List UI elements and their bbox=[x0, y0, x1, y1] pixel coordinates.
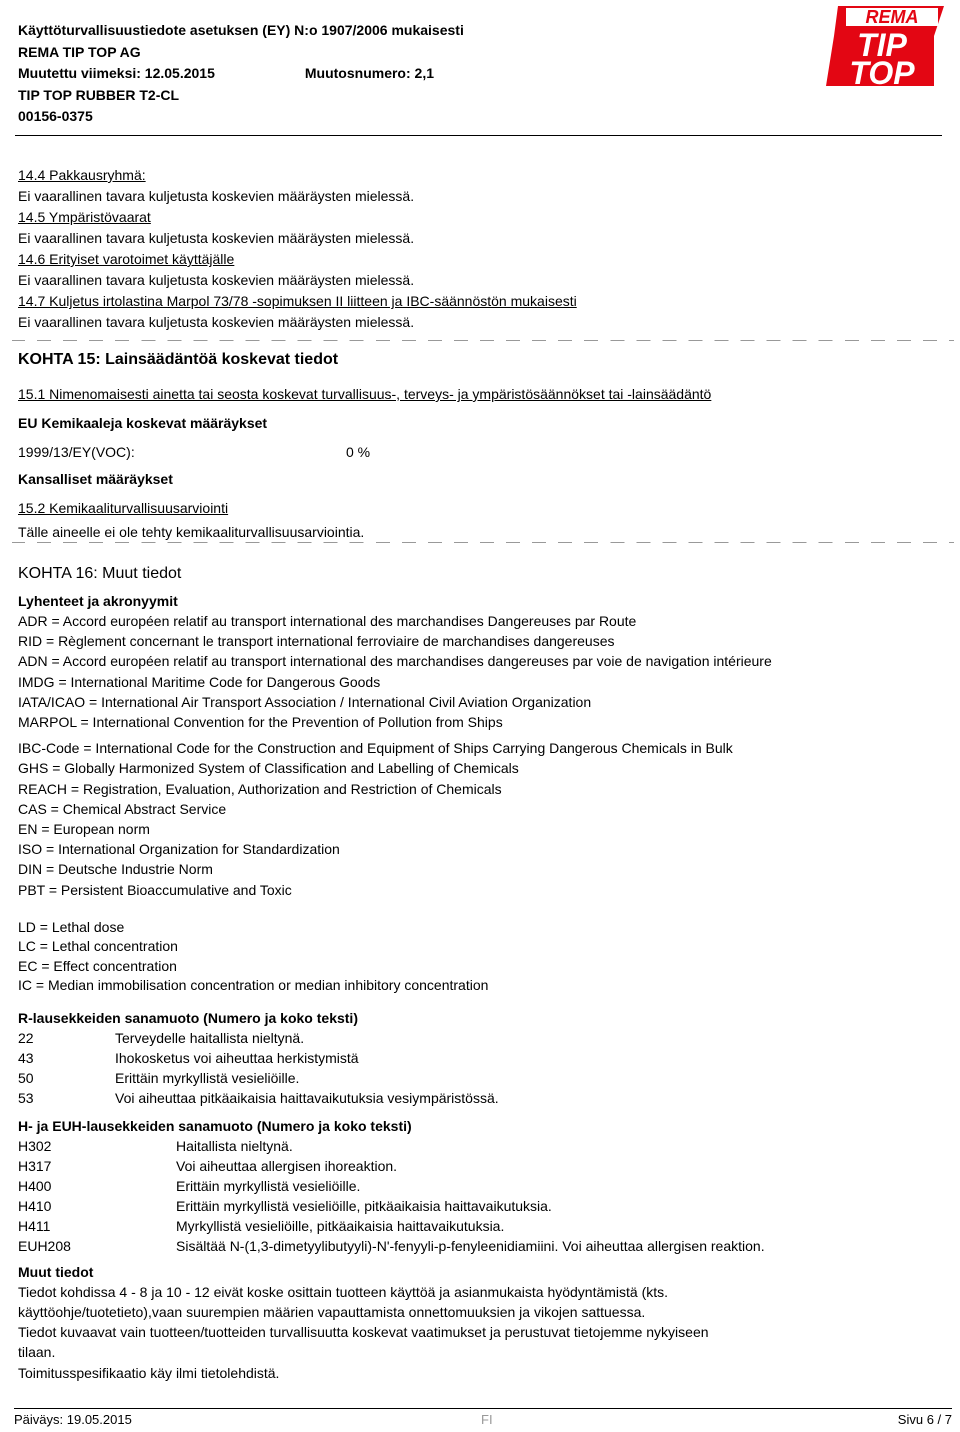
phrase-text: Erittäin myrkyllistä vesieliöille. bbox=[115, 1069, 300, 1086]
text-15-2: Tälle aineelle ei ole tehty kemikaaliturvallisuusarviointia. bbox=[18, 524, 365, 540]
logo-text-rema: REMA bbox=[865, 7, 919, 27]
phrase-text: Sisältää N-(1,3-dimetyylibutyyli)-N'-fenyyli-p-fenyleenidiamiini. Voi aiheuttaa allergisen reaktion. bbox=[176, 1237, 765, 1254]
page-content bbox=[18, 165, 948, 1383]
phrase-code: H317 bbox=[18, 1157, 52, 1174]
phrase-text: Erittäin myrkyllistä vesieliöille. bbox=[176, 1177, 361, 1194]
abbreviation-item: LD = Lethal dose bbox=[18, 918, 125, 935]
r-phrases-list bbox=[18, 1028, 948, 1108]
heading-15-2: 15.2 Kemikaaliturvallisuusarviointi bbox=[18, 500, 229, 516]
section-divider bbox=[12, 542, 954, 543]
phrase-row bbox=[18, 1136, 948, 1156]
abbreviation-item: IMDG = International Maritime Code for Dangerous Goods bbox=[18, 673, 381, 690]
phrase-code: H411 bbox=[18, 1217, 51, 1234]
phrase-text: Terveydelle haitallista nieltynä. bbox=[115, 1029, 305, 1046]
logo-text-top: TOP bbox=[849, 55, 915, 88]
abbreviation-item: ADR = Accord européen relatif au transport international des marchandises Dangereuses par Route bbox=[18, 613, 637, 629]
text-14-5: Ei vaarallinen tavara kuljetusta koskevien määräysten mielessä. bbox=[18, 230, 415, 246]
phrase-code: 50 bbox=[18, 1069, 34, 1086]
footer-language: FI bbox=[481, 1412, 493, 1427]
heading-14-6: 14.6 Erityiset varotoimet käyttäjälle bbox=[18, 251, 235, 267]
phrase-text: Ihokosketus voi aiheuttaa herkistymistä bbox=[115, 1049, 359, 1066]
abbreviation-item: REACH = Registration, Evaluation, Authorization and Restriction of Chemicals bbox=[18, 780, 502, 797]
text-14-7: Ei vaarallinen tavara kuljetusta koskevien määräysten mielessä. bbox=[18, 314, 415, 330]
phrase-row bbox=[18, 1068, 948, 1088]
phrase-code: 22 bbox=[18, 1029, 34, 1046]
other-info-text bbox=[18, 1282, 948, 1383]
abbreviation-item: PBT = Persistent Bioaccumulative and Toxic bbox=[18, 881, 292, 898]
h-phrases-title: H- ja EUH-lausekkeiden sanamuoto (Numero ja koko teksti) bbox=[18, 1117, 412, 1134]
eu-regulations-label: EU Kemikaaleja koskevat määräykset bbox=[18, 415, 268, 431]
phrase-text: Myrkyllistä vesieliöille, pitkäaikaisia haittavaikutuksia. bbox=[176, 1217, 505, 1234]
phrase-row bbox=[18, 1176, 948, 1196]
header-company: REMA TIP TOP AG bbox=[18, 43, 141, 60]
other-info-line: Toimitusspesifikaatio käy ilmi tietolehdistä. bbox=[18, 1364, 280, 1381]
footer-date: Päiväys: 19.05.2015 bbox=[14, 1412, 132, 1427]
other-info-title: Muut tiedot bbox=[18, 1263, 94, 1280]
abbreviation-item: IATA/ICAO = International Air Transport Association / International Civil Aviation Organization bbox=[18, 693, 592, 710]
footer-divider bbox=[14, 1408, 952, 1409]
voc-label: 1999/13/EY(VOC): bbox=[18, 444, 135, 460]
other-info-line: tilaan. bbox=[18, 1344, 56, 1361]
r-phrases-title: R-lausekkeiden sanamuoto (Numero ja koko teksti) bbox=[18, 1009, 358, 1026]
other-info-line: käyttöohje/tuotetieto),vaan suurempien määrien vapauttamista onnettomuuksien ja vikojen sattuessa. bbox=[18, 1304, 646, 1321]
logo-text-tip: TIP bbox=[857, 27, 907, 63]
phrase-row bbox=[18, 1088, 948, 1108]
phrase-text: Voi aiheuttaa pitkäaikaisia haittavaikutuksia vesiympäristössä. bbox=[115, 1089, 499, 1106]
abbreviations-title: Lyhenteet ja akronyymit bbox=[18, 593, 178, 609]
header-product: TIP TOP RUBBER T2-CL bbox=[18, 86, 180, 103]
abbreviation-item: LC = Lethal concentration bbox=[18, 938, 178, 955]
h-phrases-list bbox=[18, 1136, 948, 1256]
text-14-4: Ei vaarallinen tavara kuljetusta koskevien määräysten mielessä. bbox=[18, 188, 415, 204]
heading-15-1: 15.1 Nimenomaisesti ainetta tai seosta koskevat turvallisuus-, terveys- ja ympäristösäännökset tai -lainsäädäntö bbox=[18, 386, 712, 402]
abbreviations-list-2 bbox=[18, 738, 948, 900]
text-14-6: Ei vaarallinen tavara kuljetusta koskevien määräysten mielessä. bbox=[18, 272, 415, 288]
phrase-text: Erittäin myrkyllistä vesieliöille, pitkäaikaisia haittavaikutuksia. bbox=[176, 1197, 552, 1214]
voc-row bbox=[18, 442, 948, 462]
abbreviation-item: RID = Règlement concernant le transport international ferroviaire de marchandises dangereuses bbox=[18, 633, 615, 650]
abbreviation-item: DIN = Deutsche Industrie Norm bbox=[18, 861, 213, 878]
section-15-title: KOHTA 15: Lainsäädäntöä koskevat tiedot bbox=[18, 351, 339, 368]
phrase-row bbox=[18, 1156, 948, 1176]
phrase-row bbox=[18, 1028, 948, 1048]
abbreviation-item: IBC-Code = International Code for the Construction and Equipment of Ships Carrying Dangerous Chemicals in Bulk bbox=[18, 740, 733, 757]
section-14 bbox=[18, 165, 948, 333]
heading-14-7: 14.7 Kuljetus irtolastina Marpol 73/78 -sopimuksen II liitteen ja IBC-säännöstön mukaisesti bbox=[18, 293, 577, 309]
phrase-code: H302 bbox=[18, 1137, 52, 1154]
phrase-text: Voi aiheuttaa allergisen ihoreaktion. bbox=[176, 1157, 398, 1174]
abbreviations-list-1 bbox=[18, 611, 948, 732]
header-divider bbox=[15, 135, 942, 136]
abbreviation-item: ISO = International Organization for Standardization bbox=[18, 841, 340, 858]
section-16-title: KOHTA 16: Muut tiedot bbox=[18, 565, 182, 582]
header-title: Käyttöturvallisuustiedote asetuksen (EY) N:o 1907/2006 mukaisesti bbox=[18, 22, 464, 38]
voc-value: 0 % bbox=[346, 444, 371, 460]
phrase-code: 43 bbox=[18, 1049, 34, 1066]
phrase-row bbox=[18, 1196, 948, 1216]
abbreviation-item: ADN = Accord européen relatif au transport international des marchandises dangereuses par voie de navigation intérieure bbox=[18, 653, 772, 670]
header-revision-row bbox=[18, 63, 464, 85]
abbreviation-item: EN = European norm bbox=[18, 821, 150, 838]
section-divider bbox=[12, 340, 954, 341]
phrase-code: H410 bbox=[18, 1197, 52, 1214]
rema-tip-top-logo bbox=[816, 2, 946, 88]
other-info-line: Tiedot kohdissa 4 - 8 ja 10 - 12 eivät koske osittain tuotteen käyttöä ja asianmukaista hyödyntämistä (kts. bbox=[18, 1283, 669, 1300]
heading-14-5: 14.5 Ympäristövaarat bbox=[18, 209, 151, 225]
footer-page-number: Sivu 6 / 7 bbox=[897, 1412, 952, 1427]
abbreviation-item: MARPOL = International Convention for the Prevention of Pollution from Ships bbox=[18, 714, 503, 731]
heading-14-4: 14.4 Pakkausryhmä: bbox=[18, 167, 146, 183]
phrase-code: 53 bbox=[18, 1089, 34, 1106]
abbreviation-item: IC = Median immobilisation concentration or median inhibitory concentration bbox=[18, 977, 489, 994]
phrase-row bbox=[18, 1048, 948, 1068]
abbreviation-item: EC = Effect concentration bbox=[18, 957, 177, 974]
document-header bbox=[18, 20, 464, 128]
abbreviation-item: CAS = Chemical Abstract Service bbox=[18, 800, 227, 817]
header-modified: Muutettu viimeksi: 12.05.2015 bbox=[18, 65, 215, 81]
abbreviation-item: GHS = Globally Harmonized System of Classification and Labelling of Chemicals bbox=[18, 760, 519, 777]
phrase-row bbox=[18, 1216, 948, 1236]
phrase-row bbox=[18, 1236, 948, 1256]
other-info-line: Tiedot kuvaavat vain tuotteen/tuotteiden turvallisuutta koskevat vaatimukset ja perustuvat tietojemme nykyiseen bbox=[18, 1324, 709, 1341]
phrase-code: H400 bbox=[18, 1177, 52, 1194]
abbreviations-list-3 bbox=[18, 918, 948, 996]
national-regulations-label: Kansalliset määräykset bbox=[18, 471, 173, 487]
phrase-code: EUH208 bbox=[18, 1237, 71, 1254]
header-revision: Muutosnumero: 2,1 bbox=[304, 65, 434, 81]
header-code: 00156-0375 bbox=[18, 108, 93, 124]
phrase-text: Haitallista nieltynä. bbox=[176, 1137, 293, 1154]
